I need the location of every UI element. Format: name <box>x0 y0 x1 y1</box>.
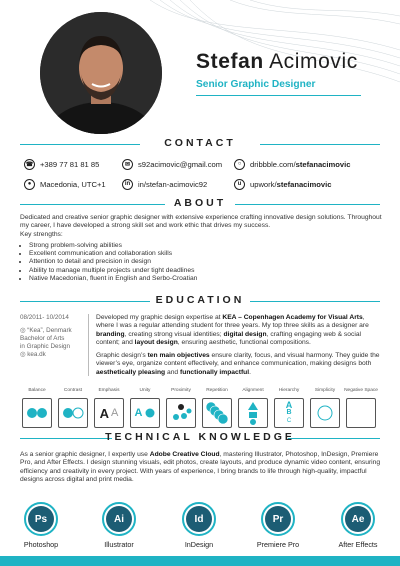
technical-section-header <box>0 431 400 445</box>
photoshop-icon: Ps <box>24 502 58 536</box>
contact-phone[interactable] <box>24 156 99 172</box>
portrait-illustration <box>40 12 162 134</box>
linkedin-text: in/stefan-acimovic92 <box>138 179 208 189</box>
strengths-list <box>20 242 382 283</box>
list-item: • Native Macedonian, fluent in English and Serbo-Croatian <box>29 275 382 283</box>
school-site[interactable]: ◎ kea.dk <box>20 351 46 358</box>
simplicity-tile <box>310 398 340 428</box>
hierarchy-glyph-b: B <box>286 409 292 416</box>
principle-label: Contrast <box>63 388 83 393</box>
principle-label: Negative Space <box>344 388 378 393</box>
balance-tile <box>22 398 52 428</box>
unity-icon <box>145 408 155 418</box>
after-effects-icon: Ae <box>341 502 375 536</box>
tool-name: Premiere Pro <box>256 540 300 549</box>
school-name: ◎ “Kea”, Denmark <box>20 327 72 334</box>
education-paragraph-1: Developed my graphic design expertise at KEA – Copenhagen Academy for Visual Arts, where I was a regular attending student for three years. My top three skills as a designer are branding, creating strong visual identities; digital design, crafting engaging web & social content; and layout design, ensuring aesthetic, functional compositions. <box>96 314 369 346</box>
degree-line-2: in Graphic Design <box>20 343 71 350</box>
list-item: • Attention to detail and precision in design <box>29 258 382 266</box>
list-item: • Strong problem-solving abilities <box>29 242 382 250</box>
proximity-tile <box>166 398 196 428</box>
upwork-prefix: upwork/ <box>250 179 277 189</box>
hierarchy-glyph-c: C <box>286 418 292 424</box>
tool-illustrator <box>97 502 141 549</box>
first-name: Stefan <box>196 50 264 73</box>
unity-tile <box>130 398 160 428</box>
dribbble-icon: ○ <box>234 159 245 170</box>
location-pin-icon: ● <box>24 179 35 190</box>
list-item: • Ability to manage multiple projects under tight deadlines <box>29 267 382 275</box>
tool-photoshop <box>19 502 63 549</box>
simplicity-icon <box>311 399 339 427</box>
alignment-icon <box>239 399 267 427</box>
last-name: Acimovic <box>269 50 358 73</box>
hierarchy-glyph-a: A <box>285 400 293 410</box>
repetition-icon <box>203 399 231 427</box>
education-body <box>96 314 380 377</box>
location-text: Macedonia, UTC+1 <box>40 179 106 189</box>
principle-label: Alignment <box>242 388 264 393</box>
section-title: EDUCATION <box>155 294 245 306</box>
education-paragraph-2: Graphic design’s ten main objectives ensure clarity, focus, and visual harmony. They guide the viewer’s eye, organize content effectively, and enhance communication, making designs both aesthetically pleasing and functionally impactful. <box>96 352 380 376</box>
contact-location <box>24 176 106 192</box>
principle-label: Repetition <box>206 388 228 393</box>
phone-icon: ☎ <box>24 159 35 170</box>
full-name <box>196 50 358 74</box>
school-text: “Kea”, Denmark <box>27 327 72 334</box>
contrast-icon <box>59 399 87 427</box>
unity-glyph: A <box>134 407 143 419</box>
principle-label: Proximity <box>171 388 191 393</box>
strengths-label: Key strengths: <box>20 230 63 238</box>
alignment-tile <box>238 398 268 428</box>
contact-email[interactable] <box>122 156 222 172</box>
emphasis-glyph-bold: A <box>99 405 110 421</box>
premiere-icon: Pr <box>261 502 295 536</box>
dribbble-prefix: dribbble.com/ <box>250 159 296 169</box>
balance-icon <box>23 399 51 427</box>
profile-photo <box>40 12 162 134</box>
emphasis-tile <box>94 398 124 428</box>
contact-section-header <box>0 137 400 151</box>
tool-premiere <box>256 502 300 549</box>
education-section-header <box>0 294 400 308</box>
footer-bar <box>0 556 400 566</box>
envelope-icon: ✉ <box>122 159 133 170</box>
education-dates: 08/2011- 10/2014 <box>20 314 69 321</box>
school-site-text: kea.dk <box>27 351 46 358</box>
section-title: ABOUT <box>173 197 227 209</box>
contact-dribbble[interactable] <box>234 156 350 172</box>
principle-label: Unity <box>139 388 151 393</box>
proximity-icon <box>167 399 195 427</box>
dribbble-handle: stefanacimovic <box>295 159 351 169</box>
negative-space-tile <box>346 398 376 428</box>
about-section-header <box>0 197 400 211</box>
indesign-icon: Id <box>182 502 216 536</box>
upwork-icon: u <box>234 179 245 190</box>
tool-name: InDesign <box>184 540 214 549</box>
about-body <box>20 214 382 283</box>
principle-label: Emphasis <box>98 388 120 393</box>
technical-paragraph: As a senior graphic designer, I expertly use Adobe Creative Cloud, mastering Illustrator, Photoshop, InDesign, Premiere Pro, and After Effects. I design stunning visuals, edit photos, create layouts, and produce dynamic video content, ensuring efficiency and creativity in every project. With years of experience, I bring brands to life through high-quality, impactful designs across digital and print media. <box>20 451 381 483</box>
repetition-tile <box>202 398 232 428</box>
emphasis-glyph-light: A <box>111 407 119 419</box>
tool-name: Illustrator <box>104 540 134 549</box>
contact-upwork[interactable] <box>234 176 331 192</box>
tool-after-effects <box>336 502 380 549</box>
principle-label: Hierarchy <box>278 388 300 393</box>
job-title-underline <box>196 95 361 96</box>
phone-text: +389 77 81 81 85 <box>40 159 100 169</box>
degree-line-1: Bachelor of Arts <box>20 335 65 342</box>
tool-indesign <box>177 502 221 549</box>
linkedin-icon: in <box>122 179 133 190</box>
about-summary: Dedicated and creative senior graphic designer with extensive experience crafting innovative design solutions. Throughout my career, I have developed a strong skill set and work ethic that drives my success. <box>20 214 382 230</box>
education-divider <box>88 314 89 376</box>
section-title: CONTACT <box>164 137 236 149</box>
hierarchy-tile <box>274 398 304 428</box>
principle-label: Balance <box>28 388 46 393</box>
contrast-tile <box>58 398 88 428</box>
tool-name: After Effects <box>338 540 378 549</box>
list-item: • Excellent communication and collaboration skills <box>29 250 382 258</box>
tool-name: Photoshop <box>23 540 59 549</box>
principle-label: Simplicity <box>314 388 336 393</box>
contact-linkedin[interactable] <box>122 176 207 192</box>
job-title: Senior Graphic Designer <box>196 79 316 90</box>
education-meta <box>20 314 88 359</box>
email-text: s92acimovic@gmail.com <box>138 159 223 169</box>
illustrator-icon: Ai <box>102 502 136 536</box>
upwork-handle: stefanacimovic <box>276 179 332 189</box>
section-title: TECHNICAL KNOWLEDGE <box>105 431 295 443</box>
